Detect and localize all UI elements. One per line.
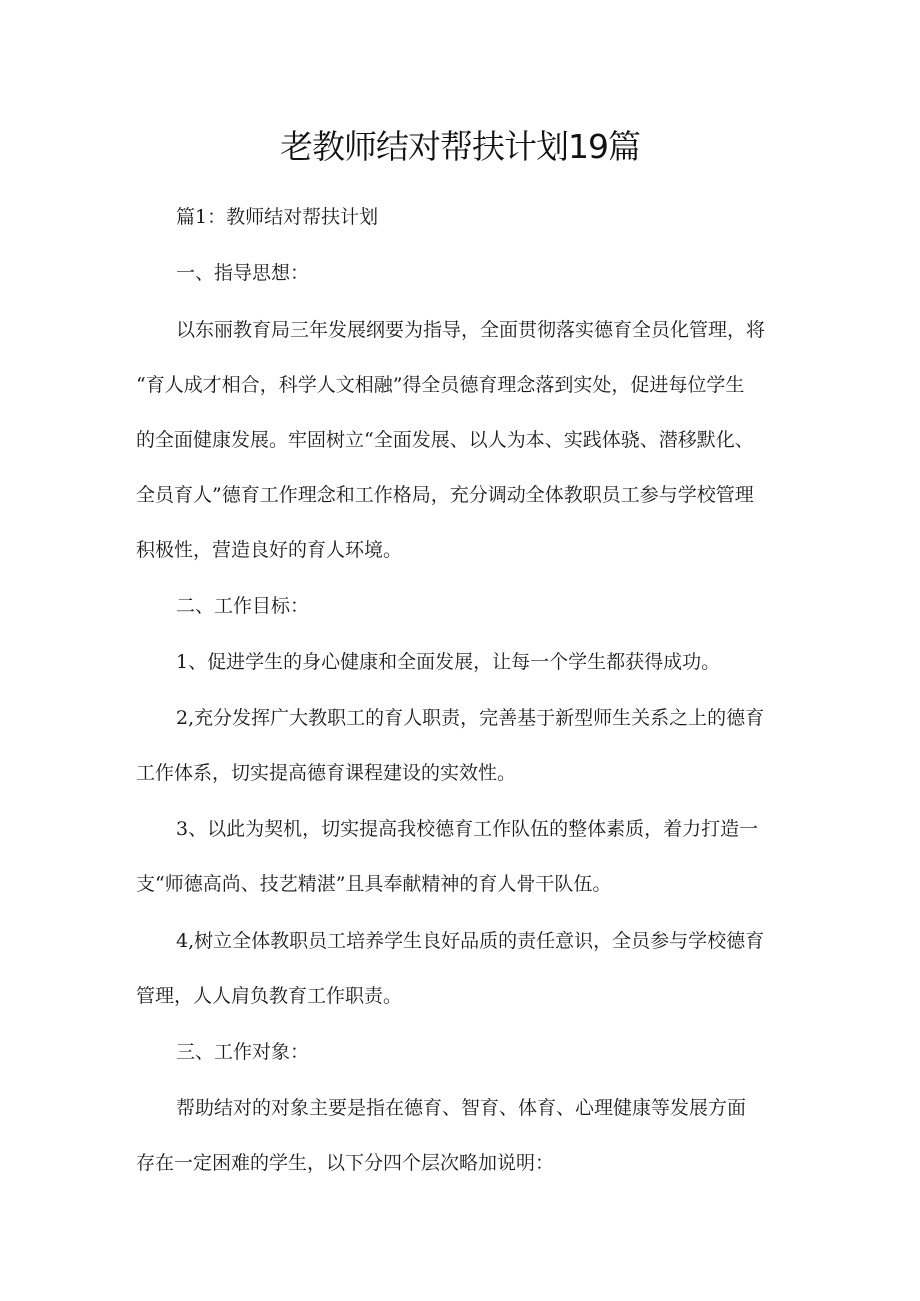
goal-item-2: 2,充分发挥广大教职工的育人职责，完善基于新型师生关系之上的德育 [176,707,765,729]
section-heading-article-1: 篇1：教师结对帮扶计划 [176,206,379,228]
goal-item-1: 1、促进学生的身心健康和全面发展，让每一个学生都获得成功。 [176,651,721,673]
paragraph-line: “育人成才相合，科学人文相融”得全员德育理念落到实处，促进每位学生 [136,374,745,396]
paragraph-line: 全员育人”德育工作理念和工作格局，充分调动全体教职员工参与学校管理 [136,484,754,506]
goal-item-4-continued: 管理，人人肩负教育工作职责。 [136,985,403,1007]
goal-item-2-continued: 工作体系，切实提高德育课程建设的实效性。 [136,762,517,784]
paragraph-line: 的全面健康发展。牢固树立“全面发展、以人为本、实践体骁、潜移默化、 [136,429,754,451]
section-heading-work-goals: 二、工作目标： [176,595,310,617]
paragraph-line: 以东丽教育局三年发展纲要为指导，全面贯彻落实德育全员化管理，将 [176,319,766,341]
section-heading-work-targets: 三、工作对象： [176,1041,310,1063]
paragraph-line: 存在一定困难的学生，以下分四个层次略加说明： [136,1152,555,1174]
section-heading-guiding-ideology: 一、指导思想： [176,262,310,284]
paragraph-line: 帮助结对的对象主要是指在德育、智育、体育、心理健康等发展方面 [176,1097,747,1119]
document-title: 老教师结对帮扶计划19篇 [280,127,640,166]
goal-item-3: 3、以此为契机，切实提高我校德育工作队伍的整体素质，着力打造一 [176,818,759,840]
goal-item-4: 4,树立全体教职员工培养学生良好品质的责任意识，全员参与学校德育 [176,930,765,952]
paragraph-line: 积极性，营造良好的育人环境。 [136,539,403,561]
goal-item-3-continued: 支“师德高尚、技艺精湛”且具奉献精神的育人骨干队伍。 [136,873,612,895]
